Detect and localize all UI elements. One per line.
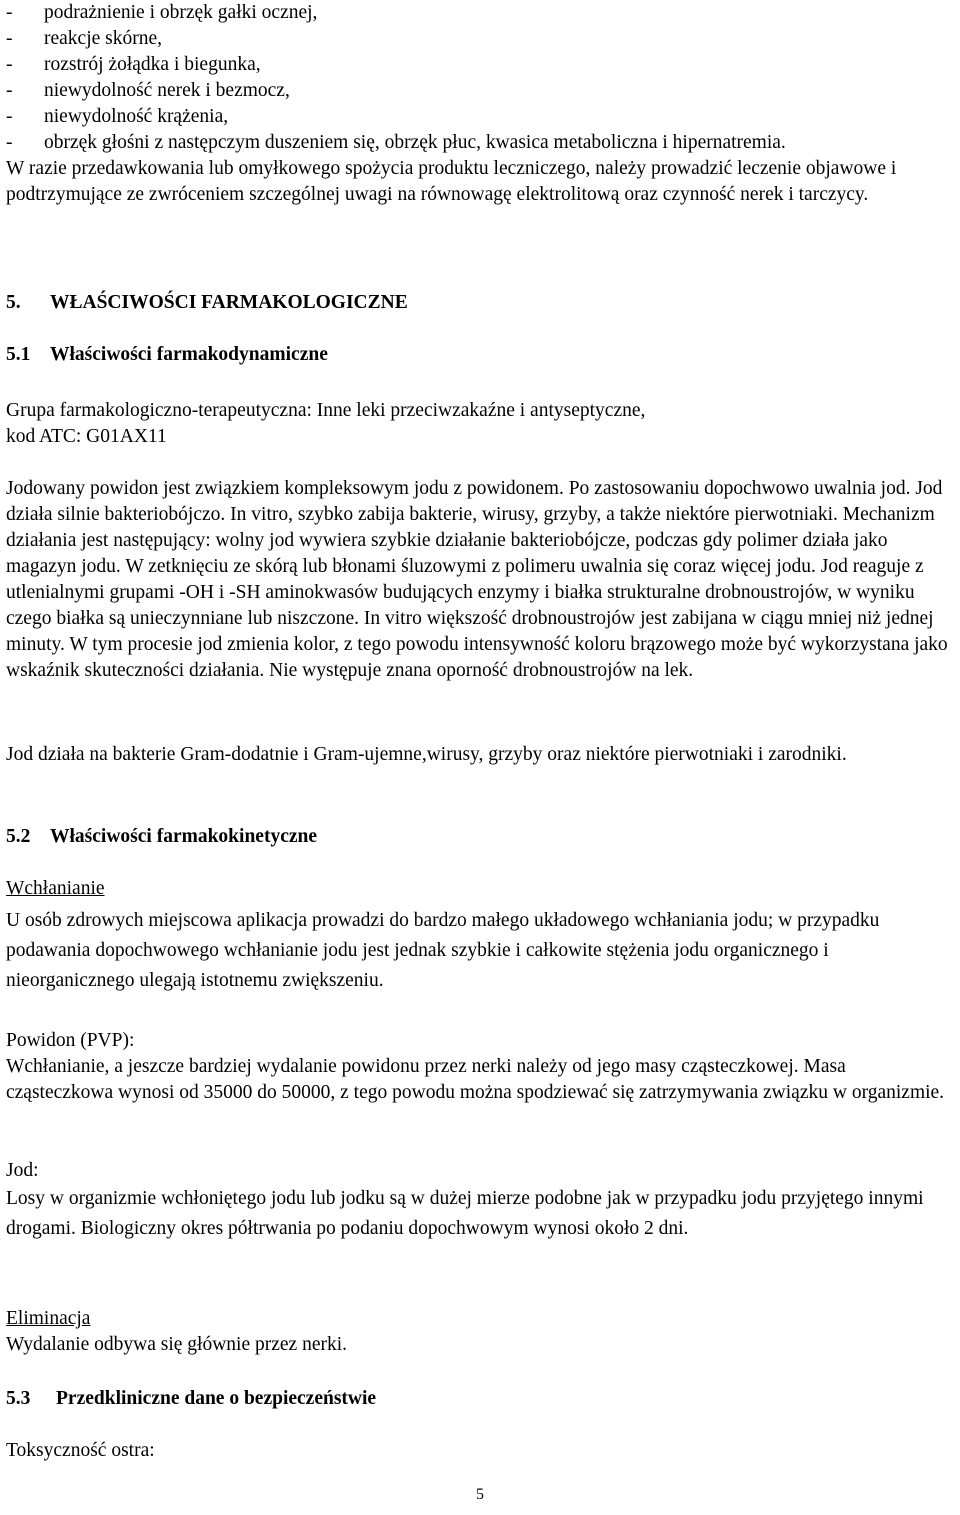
list-item <box>6 78 954 104</box>
section-number: 5. <box>6 292 21 313</box>
absorption-heading: Wchłanianie <box>6 878 105 899</box>
list-item <box>6 104 954 130</box>
elimination-heading: Eliminacja <box>6 1308 91 1329</box>
bullet-dash: - <box>6 132 13 153</box>
bullet-dash: - <box>6 2 13 23</box>
pvp-paragraph: Wchłanianie, a jeszcze bardziej wydalanie powidonu przez nerki należy od jego masy cząsteczkowej. Masa cząsteczkowa wynosi od 35000 do 50000, z tego powodu można spodziewać się zatrzymywania związku w organizmie. <box>6 1056 945 1103</box>
list-item-text: reakcje skórne, <box>44 28 163 49</box>
section-title: WŁAŚCIWOŚCI FARMAKOLOGICZNE <box>50 292 408 313</box>
subsection-number: 5.1 <box>6 344 31 365</box>
bullet-dash: - <box>6 80 13 101</box>
list-item-text: rozstrój żołądka i biegunka, <box>44 54 261 75</box>
subsection-number: 5.2 <box>6 826 31 847</box>
list-item-text: niewydolność nerek i bezmocz, <box>44 80 290 101</box>
group-line: Grupa farmakologiczno-terapeutyczna: Inne leki przeciwzakaźne i antyseptyczne, <box>6 400 646 421</box>
atc-code-line: kod ATC: G01AX11 <box>6 426 167 447</box>
list-item-text: podrażnienie i obrzęk gałki ocznej, <box>44 2 318 23</box>
section-heading <box>6 290 408 316</box>
list-item <box>6 26 954 52</box>
bullet-dash: - <box>6 106 13 127</box>
pharmacodynamics-paragraph: Jodowany powidon jest związkiem kompleksowym jodu z powidonem. Po zastosowaniu dopochwowo uwalnia jod. Jod działa silnie bakteriobójczo. In vitro, szybko zabija bakterie, wirusy, grzyby, a także niektóre pierwotniaki. Mechanizm działania jest następujący: wolny jod wywiera szybkie działanie bakteriobójcze, podczas gdy polimer działa jako magazyn jodu. W zetknięciu ze skórą lub błonami śluzowymi z polimeru uwalnia się coraz więcej jodu. Jod reaguje z utlenialnymi grupami -OH i -SH aminokwasów budujących enzymy i białka strukturalne drobnoustrojów, w wyniku czego białka są unieczynniane lub niszczone. In vitro większość drobnoustrojów jest zabijana w ciągu mniej niż jednej minuty. W tym procesie jod zmienia kolor, z tego powodu intensywność koloru brązowego może być wykorzystana jako wskaźnik skuteczności działania. Nie występuje znana oporność drobnoustrojów na lek. <box>6 478 948 681</box>
subsection-number: 5.3 <box>6 1388 31 1409</box>
bullet-dash: - <box>6 28 13 49</box>
subsection-heading <box>6 342 328 368</box>
list-item-text: obrzęk głośni z następczym duszeniem się, obrzęk płuc, kwasica metaboliczna i hipernatremia. <box>44 132 786 153</box>
subsection-title: Właściwości farmakokinetyczne <box>50 826 318 847</box>
elimination-paragraph: Wydalanie odbywa się głównie przez nerki. <box>6 1334 348 1355</box>
overdose-paragraph: W razie przedawkowania lub omyłkowego spożycia produktu leczniczego, należy prowadzić leczenie objawowe i podtrzymujące ze zwróceniem szczególnej uwagi na równowagę elektrolitową oraz czynność nerek i tarczycy. <box>6 158 897 205</box>
subsection-heading <box>6 824 317 850</box>
list-item <box>6 52 954 78</box>
absorption-paragraph: U osób zdrowych miejscowa aplikacja prowadzi do bardzo małego układowego wchłaniania jodu; w przypadku podawania dopochwowego wchłanianie jodu jest jednak szybkie i całkowite stężenia jodu organicznego i nieorganicznego ulegają istotnemu zwiększeniu. <box>6 910 880 991</box>
pvp-heading: Powidon (PVP): <box>6 1030 135 1051</box>
subsection-title: Właściwości farmakodynamiczne <box>50 344 328 365</box>
page-number: 5 <box>476 1486 484 1503</box>
list-item <box>6 0 954 26</box>
acute-toxicity-heading: Toksyczność ostra: <box>6 1440 155 1461</box>
bullet-dash: - <box>6 54 13 75</box>
adverse-effects-list <box>6 0 954 156</box>
pharmacotherapeutic-group <box>6 398 954 450</box>
iodine-heading: Jod: <box>6 1160 39 1181</box>
iodine-paragraph: Losy w organizmie wchłoniętego jodu lub jodku są w dużej mierze podobne jak w przypadku jodu przyjętego innymi drogami. Biologiczny okres półtrwania po podaniu dopochwowym wynosi około 2 dni. <box>6 1188 924 1239</box>
list-item-text: niewydolność krążenia, <box>44 106 229 127</box>
list-item <box>6 130 954 156</box>
subsection-heading <box>6 1386 376 1412</box>
spectrum-paragraph: Jod działa na bakterie Gram-dodatnie i Gram-ujemne,wirusy, grzyby oraz niektóre pierwotniaki i zarodniki. <box>6 744 847 765</box>
subsection-title: Przedkliniczne dane o bezpieczeństwie <box>56 1388 377 1409</box>
